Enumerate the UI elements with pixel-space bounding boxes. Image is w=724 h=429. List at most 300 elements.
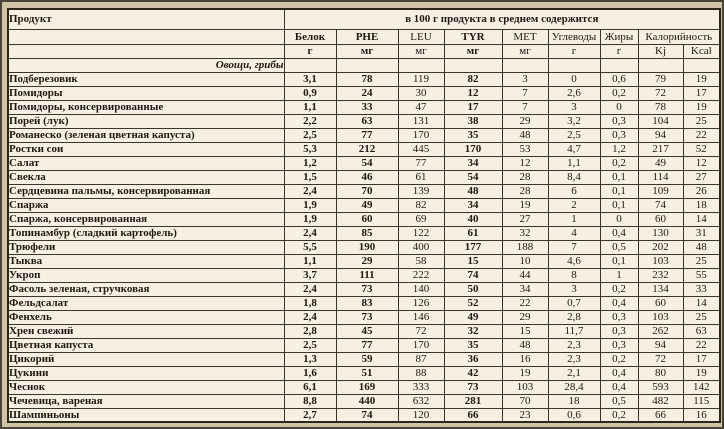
value-cell: 34 (444, 156, 502, 170)
value-cell: 0,5 (600, 394, 638, 408)
value-cell: 111 (336, 268, 398, 282)
value-cell: 169 (336, 380, 398, 394)
value-cell: 16 (683, 408, 720, 422)
value-cell: 170 (444, 142, 502, 156)
value-cell: 70 (336, 184, 398, 198)
value-cell: 80 (638, 366, 683, 380)
value-cell: 5,5 (284, 240, 336, 254)
table-row (8, 170, 720, 184)
value-cell: 35 (444, 338, 502, 352)
value-cell: 26 (683, 184, 720, 198)
header-row-group (8, 9, 720, 29)
value-cell: 445 (398, 142, 444, 156)
value-cell: 1,9 (284, 212, 336, 226)
product-name: Тыква (8, 254, 284, 268)
value-cell: 202 (638, 240, 683, 254)
value-cell: 15 (502, 324, 548, 338)
value-cell: 69 (398, 212, 444, 226)
value-cell: 0,1 (600, 184, 638, 198)
value-cell: 12 (444, 86, 502, 100)
table-row (8, 254, 720, 268)
value-cell: 44 (502, 268, 548, 282)
value-cell: 2,4 (284, 310, 336, 324)
table-row (8, 142, 720, 156)
value-cell: 0,3 (600, 128, 638, 142)
product-name: Цикорий (8, 352, 284, 366)
value-cell: 59 (336, 352, 398, 366)
value-cell: 1,3 (284, 352, 336, 366)
value-cell: 1,5 (284, 170, 336, 184)
product-name: Подберезовик (8, 72, 284, 86)
value-cell: 32 (502, 226, 548, 240)
product-name: Цукини (8, 366, 284, 380)
value-cell: 188 (502, 240, 548, 254)
unit-carbs: г (548, 44, 600, 58)
product-name: Помидоры, консервированные (8, 100, 284, 114)
value-cell: 0 (600, 100, 638, 114)
value-cell: 120 (398, 408, 444, 422)
value-cell: 49 (444, 310, 502, 324)
value-cell: 78 (638, 100, 683, 114)
value-cell: 48 (683, 240, 720, 254)
value-cell: 63 (683, 324, 720, 338)
value-cell: 0,2 (600, 282, 638, 296)
value-cell: 18 (548, 394, 600, 408)
product-header-spacer (8, 29, 284, 44)
value-cell: 2,1 (548, 366, 600, 380)
unit-leu: мг (398, 44, 444, 58)
unit-tyr: мг (444, 44, 502, 58)
header-row-units (8, 44, 720, 58)
value-cell: 83 (336, 296, 398, 310)
value-cell: 2,4 (284, 282, 336, 296)
value-cell: 88 (398, 366, 444, 380)
value-cell: 170 (398, 338, 444, 352)
value-cell: 14 (683, 212, 720, 226)
value-cell: 2,2 (284, 114, 336, 128)
value-cell: 30 (398, 86, 444, 100)
value-cell: 66 (638, 408, 683, 422)
value-cell: 48 (502, 338, 548, 352)
value-cell: 17 (683, 352, 720, 366)
product-name: Цветная капуста (8, 338, 284, 352)
value-cell: 22 (502, 296, 548, 310)
product-name: Фасоль зеленая, стручковая (8, 282, 284, 296)
value-cell: 25 (683, 114, 720, 128)
value-cell: 130 (638, 226, 683, 240)
value-cell: 87 (398, 352, 444, 366)
value-cell: 45 (336, 324, 398, 338)
value-cell: 70 (502, 394, 548, 408)
value-cell: 0,5 (600, 240, 638, 254)
value-cell: 85 (336, 226, 398, 240)
value-cell: 5,3 (284, 142, 336, 156)
value-cell: 2,6 (548, 86, 600, 100)
value-cell: 0,4 (600, 380, 638, 394)
value-cell: 3 (502, 72, 548, 86)
value-cell: 74 (444, 268, 502, 282)
value-cell: 16 (502, 352, 548, 366)
value-cell: 14 (683, 296, 720, 310)
value-cell: 12 (502, 156, 548, 170)
value-cell: 34 (444, 198, 502, 212)
value-cell: 0,3 (600, 310, 638, 324)
value-cell: 2,5 (284, 128, 336, 142)
value-cell: 28,4 (548, 380, 600, 394)
value-cell: 1,2 (284, 156, 336, 170)
value-cell: 29 (502, 114, 548, 128)
value-cell: 15 (444, 254, 502, 268)
value-cell: 0,2 (600, 408, 638, 422)
value-cell: 0 (548, 72, 600, 86)
value-cell: 0,4 (600, 226, 638, 240)
col-header-protein: Белок (284, 29, 336, 44)
value-cell: 4,7 (548, 142, 600, 156)
value-cell: 1,8 (284, 296, 336, 310)
value-cell: 29 (502, 310, 548, 324)
value-cell: 0,1 (600, 254, 638, 268)
value-cell: 73 (336, 282, 398, 296)
value-cell: 53 (502, 142, 548, 156)
table-row (8, 296, 720, 310)
value-cell: 1,1 (284, 100, 336, 114)
value-cell: 54 (444, 170, 502, 184)
value-cell: 115 (683, 394, 720, 408)
value-cell: 23 (502, 408, 548, 422)
value-cell: 35 (444, 128, 502, 142)
value-cell: 0,1 (600, 198, 638, 212)
value-cell: 6,1 (284, 380, 336, 394)
value-cell: 2,7 (284, 408, 336, 422)
table-row (8, 366, 720, 380)
product-name: Спаржа (8, 198, 284, 212)
value-cell: 1,6 (284, 366, 336, 380)
product-name: Романеско (зеленая цветная капуста) (8, 128, 284, 142)
table-row (8, 86, 720, 100)
table-row (8, 240, 720, 254)
col-header-fats: Жиры (600, 29, 638, 44)
table-row (8, 184, 720, 198)
value-cell: 51 (336, 366, 398, 380)
table-row (8, 352, 720, 366)
value-cell: 262 (638, 324, 683, 338)
value-cell: 29 (336, 254, 398, 268)
col-header-phe: PHE (336, 29, 398, 44)
value-cell: 52 (683, 142, 720, 156)
value-cell: 33 (336, 100, 398, 114)
product-header-spacer (8, 44, 284, 58)
value-cell: 4,6 (548, 254, 600, 268)
value-cell: 94 (638, 338, 683, 352)
value-cell: 3 (548, 282, 600, 296)
group-header: в 100 г продукта в среднем содержится (284, 9, 720, 29)
value-cell: 49 (638, 156, 683, 170)
value-cell: 54 (336, 156, 398, 170)
value-cell: 22 (683, 128, 720, 142)
col-header-carbs: Углеводы (548, 29, 600, 44)
table-row (8, 268, 720, 282)
table-row (8, 128, 720, 142)
value-cell: 632 (398, 394, 444, 408)
value-cell: 0,4 (600, 366, 638, 380)
value-cell: 72 (398, 324, 444, 338)
product-name: Шампиньоны (8, 408, 284, 422)
value-cell: 19 (502, 366, 548, 380)
value-cell: 32 (444, 324, 502, 338)
product-name: Хрен свежий (8, 324, 284, 338)
value-cell: 60 (336, 212, 398, 226)
table-row (8, 226, 720, 240)
product-name: Фельдсалат (8, 296, 284, 310)
value-cell: 1 (548, 212, 600, 226)
value-cell: 19 (683, 100, 720, 114)
value-cell: 593 (638, 380, 683, 394)
table-row (8, 408, 720, 422)
value-cell: 78 (336, 72, 398, 86)
table-row (8, 114, 720, 128)
value-cell: 482 (638, 394, 683, 408)
value-cell: 2,5 (284, 338, 336, 352)
value-cell: 8,8 (284, 394, 336, 408)
value-cell: 31 (683, 226, 720, 240)
value-cell: 1 (600, 268, 638, 282)
product-name: Салат (8, 156, 284, 170)
product-name: Свекла (8, 170, 284, 184)
value-cell: 61 (444, 226, 502, 240)
value-cell: 19 (683, 72, 720, 86)
value-cell: 0,6 (548, 408, 600, 422)
value-cell: 24 (336, 86, 398, 100)
header-row-labels (8, 29, 720, 44)
value-cell: 232 (638, 268, 683, 282)
value-cell: 18 (683, 198, 720, 212)
table-row (8, 198, 720, 212)
value-cell: 60 (638, 296, 683, 310)
value-cell: 2,4 (284, 226, 336, 240)
value-cell: 72 (638, 86, 683, 100)
value-cell: 48 (502, 128, 548, 142)
value-cell: 0,2 (600, 156, 638, 170)
value-cell: 12 (683, 156, 720, 170)
value-cell: 2,8 (284, 324, 336, 338)
value-cell: 79 (638, 72, 683, 86)
table-header (8, 9, 720, 58)
value-cell: 72 (638, 352, 683, 366)
value-cell: 28 (502, 184, 548, 198)
unit-kcal: Kcal (683, 44, 720, 58)
table-row (8, 282, 720, 296)
table-row (8, 156, 720, 170)
value-cell: 3,7 (284, 268, 336, 282)
product-name: Спаржа, консервированная (8, 212, 284, 226)
product-name: Укроп (8, 268, 284, 282)
value-cell: 2 (548, 198, 600, 212)
value-cell: 38 (444, 114, 502, 128)
value-cell: 0,3 (600, 114, 638, 128)
value-cell: 10 (502, 254, 548, 268)
value-cell: 1,9 (284, 198, 336, 212)
value-cell: 119 (398, 72, 444, 86)
value-cell: 142 (683, 380, 720, 394)
value-cell: 2,3 (548, 338, 600, 352)
value-cell: 73 (336, 310, 398, 324)
product-name: Чечевица, вареная (8, 394, 284, 408)
table-row (8, 212, 720, 226)
value-cell: 1,2 (600, 142, 638, 156)
product-name: Сердцевина пальмы, консервированная (8, 184, 284, 198)
value-cell: 7 (548, 240, 600, 254)
value-cell: 61 (398, 170, 444, 184)
value-cell: 25 (683, 310, 720, 324)
product-column-header: Продукт (8, 9, 284, 29)
value-cell: 27 (502, 212, 548, 226)
table-body (8, 58, 720, 422)
value-cell: 25 (683, 254, 720, 268)
value-cell: 109 (638, 184, 683, 198)
value-cell: 11,7 (548, 324, 600, 338)
value-cell: 34 (502, 282, 548, 296)
value-cell: 1,1 (284, 254, 336, 268)
value-cell: 48 (444, 184, 502, 198)
value-cell: 122 (398, 226, 444, 240)
unit-kj: Kj (638, 44, 683, 58)
value-cell: 2,3 (548, 352, 600, 366)
value-cell: 103 (502, 380, 548, 394)
value-cell: 82 (444, 72, 502, 86)
value-cell: 7 (502, 86, 548, 100)
value-cell: 36 (444, 352, 502, 366)
value-cell: 0,6 (600, 72, 638, 86)
value-cell: 134 (638, 282, 683, 296)
value-cell: 94 (638, 128, 683, 142)
value-cell: 333 (398, 380, 444, 394)
col-header-tyr: TYR (444, 29, 502, 44)
table-row (8, 380, 720, 394)
value-cell: 139 (398, 184, 444, 198)
value-cell: 212 (336, 142, 398, 156)
value-cell: 73 (444, 380, 502, 394)
value-cell: 131 (398, 114, 444, 128)
product-name: Помидоры (8, 86, 284, 100)
value-cell: 281 (444, 394, 502, 408)
value-cell: 17 (444, 100, 502, 114)
value-cell: 0,3 (600, 338, 638, 352)
value-cell: 77 (336, 128, 398, 142)
value-cell: 33 (683, 282, 720, 296)
value-cell: 66 (444, 408, 502, 422)
value-cell: 146 (398, 310, 444, 324)
value-cell: 0,2 (600, 86, 638, 100)
value-cell: 58 (398, 254, 444, 268)
value-cell: 27 (683, 170, 720, 184)
value-cell: 82 (398, 198, 444, 212)
product-name: Топинамбур (сладкий картофель) (8, 226, 284, 240)
value-cell: 77 (398, 156, 444, 170)
value-cell: 8,4 (548, 170, 600, 184)
value-cell: 19 (502, 198, 548, 212)
unit-protein: г (284, 44, 336, 58)
value-cell: 3 (548, 100, 600, 114)
product-name: Порей (лук) (8, 114, 284, 128)
value-cell: 190 (336, 240, 398, 254)
col-header-calories: Калорийность (638, 29, 720, 44)
section-row (8, 58, 720, 72)
value-cell: 49 (336, 198, 398, 212)
table-row (8, 72, 720, 86)
table-row (8, 394, 720, 408)
value-cell: 22 (683, 338, 720, 352)
value-cell: 170 (398, 128, 444, 142)
product-name: Фенхель (8, 310, 284, 324)
unit-fats: г (600, 44, 638, 58)
value-cell: 7 (502, 100, 548, 114)
value-cell: 0,4 (600, 296, 638, 310)
value-cell: 4 (548, 226, 600, 240)
value-cell: 440 (336, 394, 398, 408)
value-cell: 104 (638, 114, 683, 128)
table-row (8, 100, 720, 114)
value-cell: 1,1 (548, 156, 600, 170)
value-cell: 77 (336, 338, 398, 352)
value-cell: 400 (398, 240, 444, 254)
value-cell: 126 (398, 296, 444, 310)
value-cell: 222 (398, 268, 444, 282)
table-row (8, 310, 720, 324)
value-cell: 2,8 (548, 310, 600, 324)
value-cell: 42 (444, 366, 502, 380)
nutrition-table (7, 8, 721, 423)
unit-met: мг (502, 44, 548, 58)
value-cell: 63 (336, 114, 398, 128)
value-cell: 8 (548, 268, 600, 282)
value-cell: 74 (638, 198, 683, 212)
value-cell: 103 (638, 310, 683, 324)
value-cell: 46 (336, 170, 398, 184)
value-cell: 40 (444, 212, 502, 226)
value-cell: 55 (683, 268, 720, 282)
col-header-leu: LEU (398, 29, 444, 44)
product-name: Чеснок (8, 380, 284, 394)
value-cell: 60 (638, 212, 683, 226)
value-cell: 103 (638, 254, 683, 268)
value-cell: 28 (502, 170, 548, 184)
value-cell: 0,9 (284, 86, 336, 100)
value-cell: 2,5 (548, 128, 600, 142)
section-title: Овощи, грибы (8, 58, 284, 72)
value-cell: 0,3 (600, 324, 638, 338)
value-cell: 0 (600, 212, 638, 226)
unit-phe: мг (336, 44, 398, 58)
table-row (8, 338, 720, 352)
value-cell: 114 (638, 170, 683, 184)
value-cell: 52 (444, 296, 502, 310)
value-cell: 2,4 (284, 184, 336, 198)
product-name: Трюфели (8, 240, 284, 254)
table-row (8, 324, 720, 338)
value-cell: 217 (638, 142, 683, 156)
value-cell: 3,1 (284, 72, 336, 86)
value-cell: 0,7 (548, 296, 600, 310)
product-name: Ростки сои (8, 142, 284, 156)
value-cell: 74 (336, 408, 398, 422)
col-header-met: MET (502, 29, 548, 44)
value-cell: 6 (548, 184, 600, 198)
value-cell: 19 (683, 366, 720, 380)
value-cell: 47 (398, 100, 444, 114)
value-cell: 3,2 (548, 114, 600, 128)
value-cell: 0,1 (600, 170, 638, 184)
value-cell: 0,2 (600, 352, 638, 366)
